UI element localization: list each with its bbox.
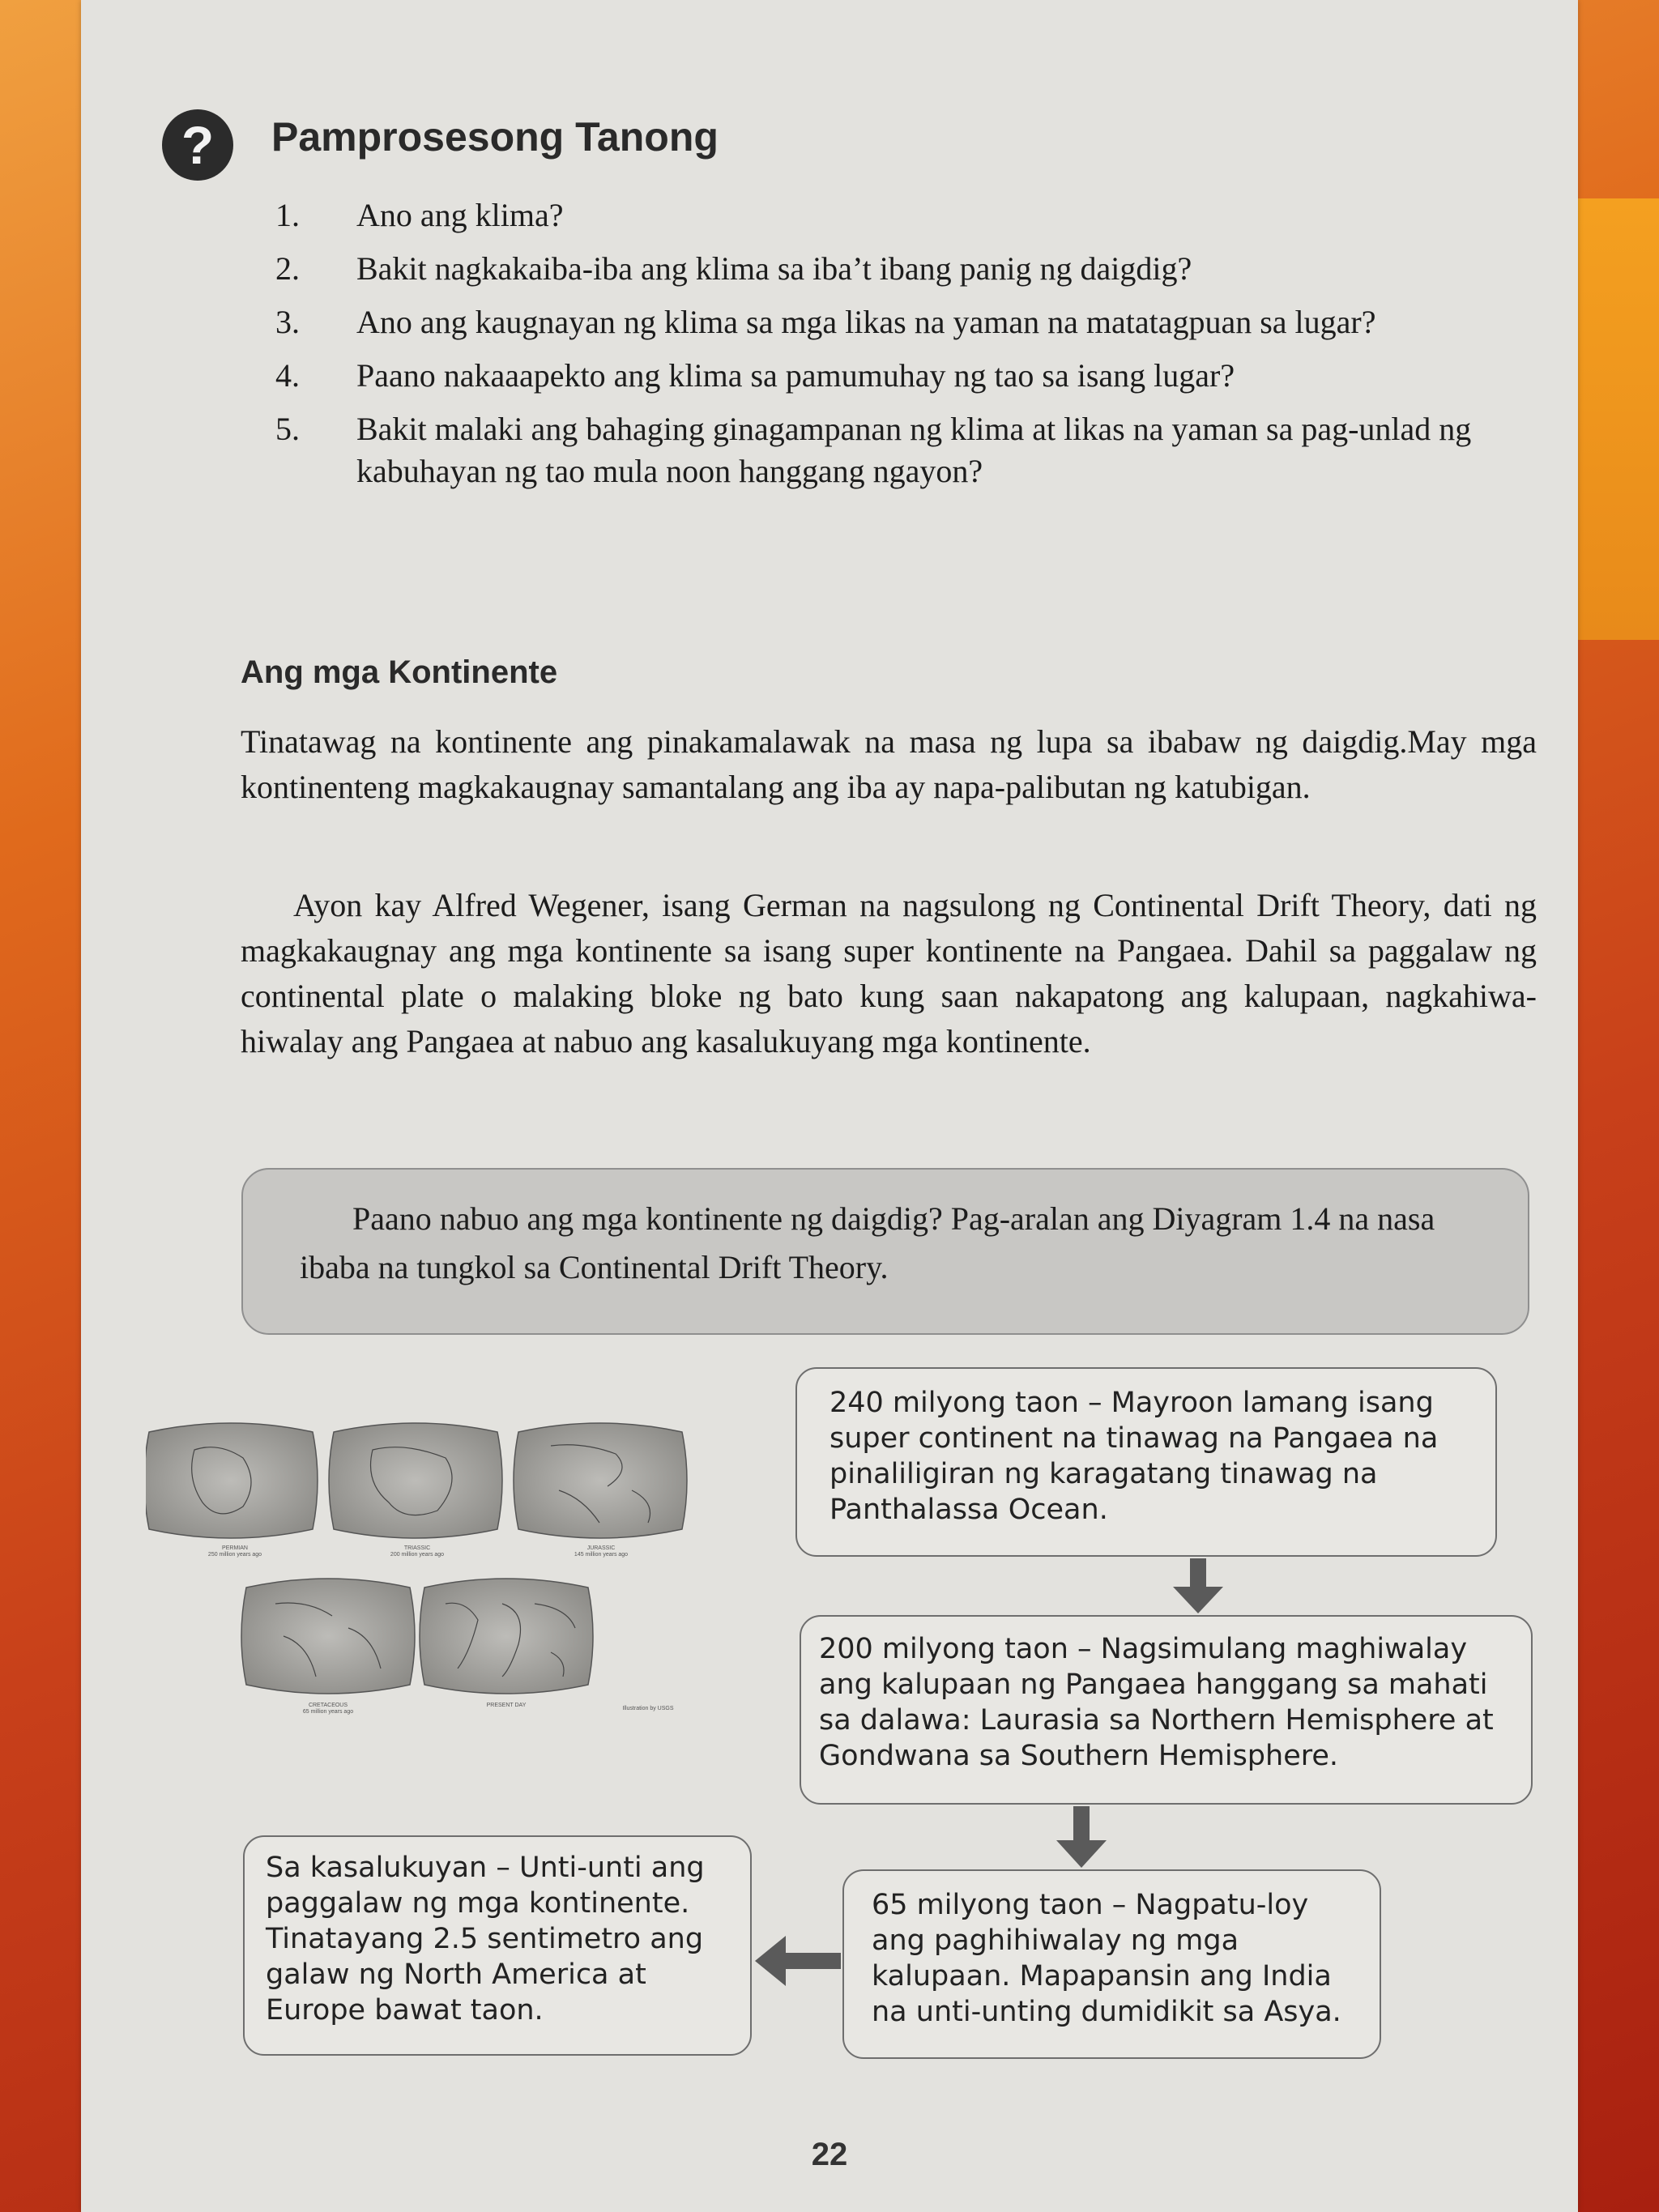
list-item xyxy=(275,408,1539,492)
item-number: 3. xyxy=(275,304,300,340)
list-item xyxy=(275,194,1539,237)
slide-accent-tab xyxy=(1578,198,1659,640)
item-text: Bakit malaki ang bahaging ginagampanan ng klima at likas na yaman sa pag-unlad ng kabuhayan ng tao mula noon hanggang ngayon? xyxy=(356,411,1472,489)
section-title: Pamprosesong Tanong xyxy=(271,114,719,160)
paragraph: Tinatawag na kontinente ang pinakamalawak na masa ng lupa sa ibabaw ng daigdig.May mga kontinenteng magkakaugnay samantalang ang iba ay napa-palibutan ng katubigan. xyxy=(241,723,1537,805)
page-number: 22 xyxy=(811,2137,848,2172)
list-item xyxy=(275,301,1539,343)
item-number: 4. xyxy=(275,357,300,394)
map-present-day xyxy=(420,1579,593,1694)
flow-box-240-million: 240 milyong taon – Mayroon lamang isang super continent na tinawag na Pangaea na pinaliligiran ng karagatang tinawag na Panthalassa Ocean. xyxy=(795,1367,1497,1557)
arrow-down-icon xyxy=(1170,1558,1226,1615)
flow-box-65-million: 65 milyong taon – Nagpatu-loy ang paghihiwalay ng mga kalupaan. Mapapansin ang India na unti-unting dumidikit sa Asya. xyxy=(842,1869,1381,2059)
map-caption: TRIASSIC 200 million years ago xyxy=(390,1545,445,1558)
item-text: Paano nakaaapekto ang klima sa pamumuhay ng tao sa isang lugar? xyxy=(356,357,1235,394)
item-text: Bakit nagkakaiba-iba ang klima sa iba’t ibang panig ng daigdig? xyxy=(356,250,1192,287)
list-item xyxy=(275,355,1539,397)
question-list xyxy=(275,194,1539,504)
item-number: 2. xyxy=(275,250,300,287)
item-number: 1. xyxy=(275,197,300,233)
map-credit: Illustration by USGS xyxy=(622,1706,674,1711)
list-item xyxy=(275,248,1539,290)
flow-box-present: Sa kasalukuyan – Unti-unti ang paggalaw ng mga kontinente. Tinatayang 2.5 sentimetro ang galaw ng North America at Europe bawat taon. xyxy=(243,1835,752,2056)
map-permian xyxy=(146,1423,318,1538)
arrow-left-icon xyxy=(753,1933,842,1989)
map-caption: JURASSIC 145 million years ago xyxy=(574,1545,629,1558)
map-caption: PRESENT DAY xyxy=(486,1703,527,1708)
map-jurassic xyxy=(514,1423,687,1538)
flow-box-200-million: 200 milyong taon – Nagsimulang maghiwalay ang kalupaan ng Pangaea hanggang sa mahati sa dalawa: Laurasia sa Northern Hemisphere at Gondwana sa Southern Hemisphere. xyxy=(800,1615,1533,1805)
map-cretaceous xyxy=(241,1579,415,1694)
arrow-down-icon xyxy=(1053,1806,1110,1869)
item-text: Ano ang kaugnayan ng klima sa mga likas na yaman na matatagpuan sa lugar? xyxy=(356,304,1376,340)
subsection-heading: Ang mga Kontinente xyxy=(241,654,558,690)
map-triassic xyxy=(329,1423,502,1538)
map-caption: CRETACEOUS 65 million years ago xyxy=(302,1703,354,1715)
map-caption: PERMIAN 250 million years ago xyxy=(207,1545,262,1558)
question-mark-icon: ? xyxy=(162,109,233,181)
item-number: 5. xyxy=(275,411,300,447)
continental-drift-maps xyxy=(146,1409,713,1750)
item-text: Ano ang klima? xyxy=(356,197,564,233)
maps-illustration xyxy=(146,1409,713,1750)
paragraph: Ayon kay Alfred Wegener, isang German na nagsulong ng Continental Drift Theory, dati ng magkakaugnay ang mga kontinente sa isang super kontinente na Pangaea. Dahil sa paggalaw ng continental plate o malaking bloke ng bato kung saan nakapatong ang kalupaan, nagkahiwa-hiwalay ang Pangaea at nabuo ang kasalukuyang mga kontinente. xyxy=(241,887,1537,1059)
prompt-text: Paano nabuo ang mga kontinente ng daigdig? Pag-aralan ang Diyagram 1.4 na nasa ibaba na tungkol sa Continental Drift Theory. xyxy=(300,1200,1435,1285)
